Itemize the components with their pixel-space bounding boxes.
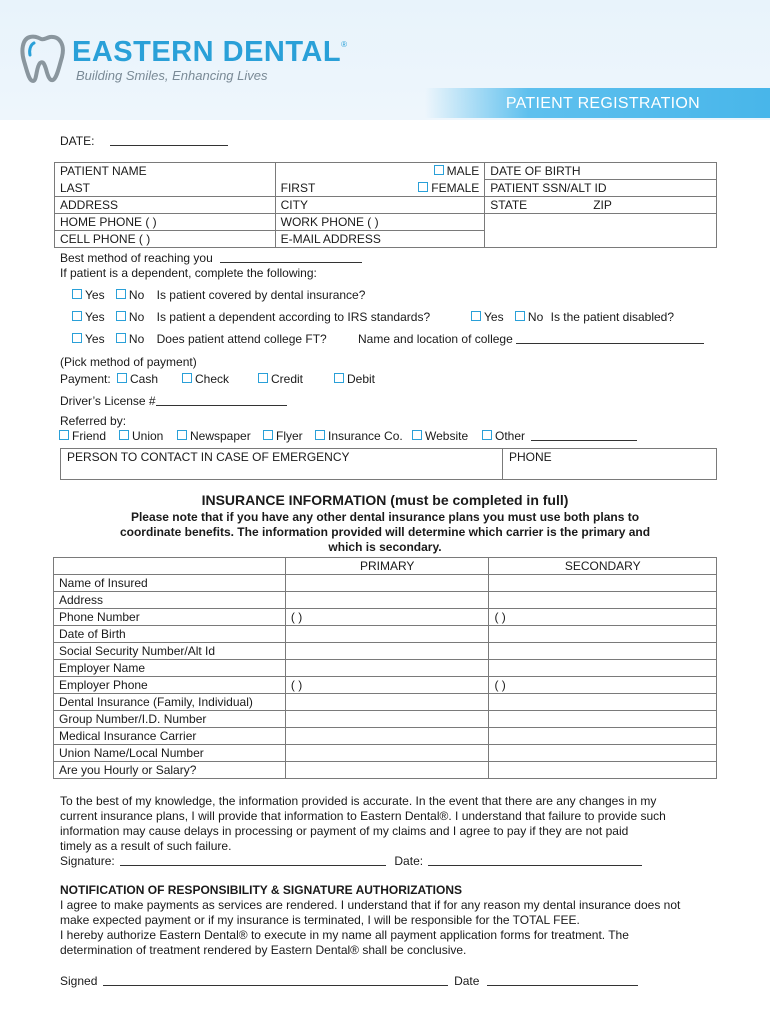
certification-line-4: timely as a result of such failure. — [60, 839, 232, 853]
drivers-license-row — [60, 394, 287, 408]
table-row — [54, 660, 717, 677]
emergency-contact-box — [60, 448, 717, 480]
signature-row — [60, 854, 642, 868]
college-name-line[interactable] — [516, 343, 704, 344]
form-title: PATIENT REGISTRATION — [505, 95, 700, 112]
secondary-header: SECONDARY — [489, 558, 717, 575]
certification-line-3: information may cause delays in processing or payment of my claims and I agree to pay if they are not paid — [60, 824, 629, 838]
best-method-label: Best method of reaching you — [60, 251, 213, 265]
empty-cell — [485, 231, 717, 248]
flyer-checkbox[interactable] — [263, 430, 273, 440]
primary-cell[interactable] — [285, 745, 489, 762]
primary-cell[interactable] — [285, 626, 489, 643]
cell-phone-label: CELL PHONE ( ) — [55, 231, 276, 248]
row-label: Employer Name — [54, 660, 286, 677]
other-line[interactable] — [531, 440, 637, 441]
no-checkbox[interactable] — [116, 333, 126, 343]
first-label: FIRST — [280, 180, 316, 195]
secondary-cell[interactable] — [489, 575, 717, 592]
brand-name: EASTERN DENTAL® — [72, 36, 348, 68]
female-checkbox[interactable] — [418, 182, 428, 192]
table-row — [54, 762, 717, 779]
payment-label: Payment: — [60, 372, 111, 386]
row-label: Medical Insurance Carrier — [54, 728, 286, 745]
state-zip-cell — [485, 197, 717, 214]
work-phone-label: WORK PHONE ( ) — [275, 214, 485, 231]
first-cell[interactable] — [275, 180, 485, 197]
emergency-contact-label: PERSON TO CONTACT IN CASE OF EMERGENCY — [67, 450, 350, 464]
primary-cell[interactable]: ( ) — [285, 609, 489, 626]
corner-cell — [54, 558, 286, 575]
signed-date-label: Date — [454, 974, 480, 988]
credit-checkbox[interactable] — [258, 373, 268, 383]
yes-checkbox[interactable] — [72, 333, 82, 343]
payment-check[interactable]: Check — [182, 372, 229, 386]
primary-header: PRIMARY — [285, 558, 489, 575]
question-covered: Yes No Is patient covered by dental insurance? — [72, 288, 365, 302]
referred-other[interactable]: Other — [482, 429, 637, 443]
female-option[interactable]: FEMALE — [418, 180, 479, 196]
cash-checkbox[interactable] — [117, 373, 127, 383]
row-label: Are you Hourly or Salary? — [54, 762, 286, 779]
question-college: Yes No Does patient attend college FT? — [72, 332, 327, 346]
insurance-note-1: Please note that if you have any other dental insurance plans you must use both plans to — [130, 510, 640, 524]
table-row — [54, 711, 717, 728]
notification-title: NOTIFICATION OF RESPONSIBILITY & SIGNATURE AUTHORIZATIONS — [60, 883, 462, 897]
table-row — [54, 609, 717, 626]
secondary-cell[interactable] — [489, 711, 717, 728]
question-irs: Yes No Is patient a dependent according to IRS standards? — [72, 310, 430, 324]
notification-line-3: I hereby authorize Eastern Dental® to execute in my name all payment application forms for treatment. The — [60, 928, 629, 942]
referred-newspaper[interactable]: Newspaper — [177, 429, 251, 443]
title-band — [425, 88, 770, 118]
drivers-license-label: Driver’s License # — [60, 394, 156, 408]
referred-insurance[interactable]: Insurance Co. — [315, 429, 403, 443]
friend-checkbox[interactable] — [59, 430, 69, 440]
referred-friend[interactable]: Friend — [59, 429, 106, 443]
secondary-cell[interactable] — [489, 660, 717, 677]
college-name-label: Name and location of college — [358, 332, 513, 346]
yes-checkbox[interactable] — [471, 311, 481, 321]
referred-website[interactable]: Website — [412, 429, 468, 443]
dob-label: DATE OF BIRTH — [485, 163, 717, 180]
state-label: STATE — [490, 198, 528, 212]
signed-row — [60, 974, 638, 988]
referred-flyer[interactable]: Flyer — [263, 429, 303, 443]
patient-name-label: PATIENT NAME — [55, 163, 276, 180]
date-row — [60, 134, 228, 148]
brand-tagline: Building Smiles, Enhancing Lives — [76, 68, 268, 83]
male-option[interactable]: MALE — [275, 163, 485, 180]
insurance-title: INSURANCE INFORMATION (must be completed in full) — [201, 492, 569, 508]
best-method-line[interactable] — [220, 262, 362, 263]
table-row — [54, 728, 717, 745]
emergency-phone-label: PHONE — [509, 450, 552, 464]
newspaper-checkbox[interactable] — [177, 430, 187, 440]
best-method-row — [60, 251, 362, 265]
website-checkbox[interactable] — [412, 430, 422, 440]
table-row — [54, 626, 717, 643]
drivers-license-line[interactable] — [156, 405, 287, 406]
payment-credit[interactable]: Credit — [258, 372, 303, 386]
secondary-cell[interactable]: ( ) — [489, 677, 717, 694]
home-phone-label: HOME PHONE ( ) — [55, 214, 276, 231]
union-checkbox[interactable] — [119, 430, 129, 440]
row-label: Date of Birth — [54, 626, 286, 643]
row-label: Union Name/Local Number — [54, 745, 286, 762]
address-label: ADDRESS — [55, 197, 276, 214]
last-label: LAST — [55, 180, 276, 197]
payment-cash[interactable]: Cash — [117, 372, 158, 386]
signature-line[interactable] — [120, 865, 386, 866]
insurance-co-checkbox[interactable] — [315, 430, 325, 440]
secondary-cell[interactable]: ( ) — [489, 609, 717, 626]
no-checkbox[interactable] — [515, 311, 525, 321]
date-line[interactable] — [110, 145, 228, 146]
signature-label: Signature: — [60, 854, 115, 868]
referred-union[interactable]: Union — [119, 429, 163, 443]
insurance-table — [53, 557, 717, 779]
secondary-cell[interactable] — [489, 762, 717, 779]
primary-cell[interactable] — [285, 762, 489, 779]
zip-label: ZIP — [593, 198, 612, 212]
table-row — [54, 677, 717, 694]
yes-checkbox[interactable] — [72, 311, 82, 321]
email-label: E-MAIL ADDRESS — [275, 231, 485, 248]
date-label: DATE: — [60, 134, 95, 148]
secondary-cell[interactable] — [489, 745, 717, 762]
referred-label: Referred by: — [60, 414, 127, 428]
row-label: Phone Number — [54, 609, 286, 626]
table-row — [54, 575, 717, 592]
no-checkbox[interactable] — [116, 311, 126, 321]
row-label: Name of Insured — [54, 575, 286, 592]
tooth-logo-icon — [20, 33, 66, 85]
table-row — [54, 745, 717, 762]
notification-line-1: I agree to make payments as services are rendered. I understand that if for any reason my dental insurance does not — [60, 898, 681, 912]
primary-cell[interactable] — [285, 694, 489, 711]
row-label: Dental Insurance (Family, Individual) — [54, 694, 286, 711]
empty-cell — [485, 214, 717, 231]
primary-cell[interactable] — [285, 711, 489, 728]
signed-line[interactable] — [103, 985, 448, 986]
signature-date-label: Date: — [394, 854, 424, 868]
payment-pick-label: (Pick method of payment) — [60, 355, 197, 369]
certification-line-2: current insurance plans, I will provide that information to Eastern Dental®. I understand that failure to provide such — [60, 809, 666, 823]
primary-cell[interactable]: ( ) — [285, 677, 489, 694]
signed-label: Signed — [60, 974, 98, 988]
primary-cell[interactable] — [285, 575, 489, 592]
college-name-row — [358, 332, 704, 346]
table-row — [54, 592, 717, 609]
row-label: Address — [54, 592, 286, 609]
yes-checkbox[interactable] — [72, 289, 82, 299]
patient-info-table — [54, 162, 717, 248]
table-row — [54, 694, 717, 711]
signed-date-line[interactable] — [487, 985, 638, 986]
primary-cell[interactable] — [285, 592, 489, 609]
secondary-cell[interactable] — [489, 694, 717, 711]
secondary-cell[interactable] — [489, 626, 717, 643]
primary-cell[interactable] — [285, 728, 489, 745]
ssn-label: PATIENT SSN/ALT ID — [485, 180, 717, 197]
emergency-divider — [502, 449, 503, 479]
dependent-intro: If patient is a dependent, complete the following: — [60, 266, 317, 280]
notification-line-2: make expected payment or if my insurance is terminated, I will be responsible for the TOTAL FEE. — [60, 913, 580, 927]
table-row — [54, 643, 717, 660]
primary-cell[interactable] — [285, 660, 489, 677]
question-disabled: Yes No Is the patient disabled? — [471, 310, 674, 324]
male-checkbox[interactable] — [434, 165, 444, 175]
secondary-cell[interactable] — [489, 592, 717, 609]
signature-date-line[interactable] — [428, 865, 642, 866]
city-label: CITY — [275, 197, 485, 214]
insurance-note-2: coordinate benefits. The information provided will determine which carrier is the primary and — [119, 525, 651, 539]
page-header — [0, 0, 770, 120]
certification-line-1: To the best of my knowledge, the information provided is accurate. In the event that there are any changes in my — [60, 794, 657, 808]
no-checkbox[interactable] — [116, 289, 126, 299]
secondary-cell[interactable] — [489, 643, 717, 660]
secondary-cell[interactable] — [489, 728, 717, 745]
check-checkbox[interactable] — [182, 373, 192, 383]
row-label: Social Security Number/Alt Id — [54, 643, 286, 660]
row-label: Employer Phone — [54, 677, 286, 694]
primary-cell[interactable] — [285, 643, 489, 660]
other-checkbox[interactable] — [482, 430, 492, 440]
insurance-note-3: which is secondary. — [328, 540, 442, 554]
row-label: Group Number/I.D. Number — [54, 711, 286, 728]
debit-checkbox[interactable] — [334, 373, 344, 383]
payment-debit[interactable]: Debit — [334, 372, 375, 386]
notification-line-4: determination of treatment rendered by Eastern Dental® shall be conclusive. — [60, 943, 467, 957]
